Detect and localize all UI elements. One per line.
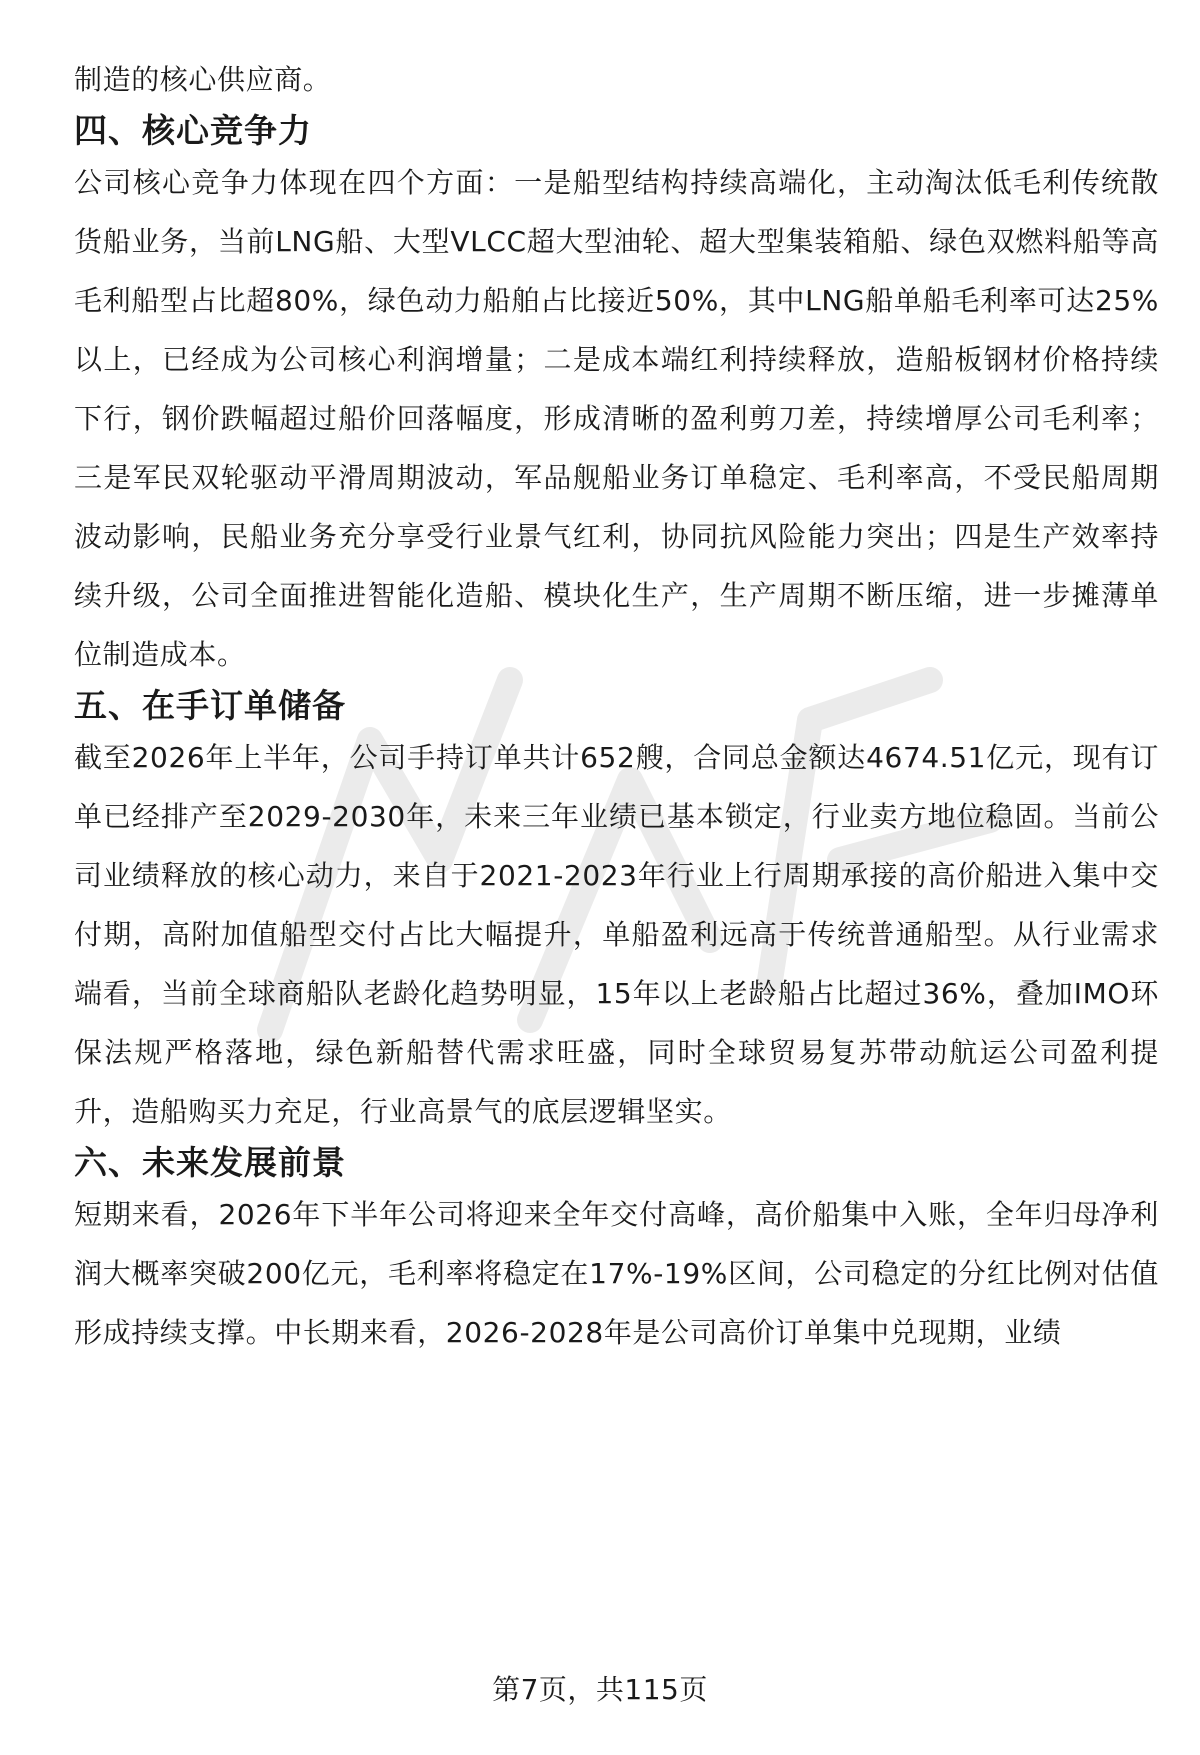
section-heading-outlook: 六、未来发展前景: [74, 1143, 346, 1182]
section-heading-orders: 五、在手订单储备: [74, 686, 346, 725]
paragraph-outlook: 短期来看，2026年下半年公司将迎来全年交付高峰，高价船集中入账，全年归母净利润大概率突破200亿元，毛利率将稳定在17%-19%区间，公司稳定的分红比例对估值形成持续支撑。中长期来看，2026-2028年是公司高价订单集中兑现期，业绩: [74, 1198, 1159, 1349]
document-body: [74, 50, 1159, 1362]
paragraph-orders: 截至2026年上半年，公司手持订单共计652艘，合同总金额达4674.51亿元，现有订单已经排产至2029-2030年，未来三年业绩已基本锁定，行业卖方地位稳固。当前公司业绩释放的核心动力，来自于2021-2023年行业上行周期承接的高价船进入集中交付期，高附加值船型交付占比大幅提升，单船盈利远高于传统普通船型。从行业需求端看，当前全球商船队老龄化趋势明显，15年以上老龄船占比超过36%，叠加IMO环保法规严格落地，绿色新船替代需求旺盛，同时全球贸易复苏带动航运公司盈利提升，造船购买力充足，行业高景气的底层逻辑坚实。: [74, 741, 1159, 1128]
section-heading-competitiveness: 四、核心竞争力: [74, 111, 312, 150]
page-number: 第7页，共115页: [492, 1673, 708, 1706]
paragraph-competitiveness: 公司核心竞争力体现在四个方面：一是船型结构持续高端化，主动淘汰低毛利传统散货船业务，当前LNG船、大型VLCC超大型油轮、超大型集装箱船、绿色双燃料船等高毛利船型占比超80%，绿色动力船舶占比接近50%，其中LNG船单船毛利率可达25%以上，已经成为公司核心利润增量；二是成本端红利持续释放，造船板钢材价格持续下行，钢价跌幅超过船价回落幅度，形成清晰的盈利剪刀差，持续增厚公司毛利率；三是军民双轮驱动平滑周期波动，军品舰船业务订单稳定、毛利率高，不受民船周期波动影响，民船业务充分享受行业景气红利，协同抗风险能力突出；四是生产效率持续升级，公司全面推进智能化造船、模块化生产，生产周期不断压缩，进一步摊薄单位制造成本。: [74, 166, 1159, 671]
lead-paragraph: 制造的核心供应商。: [74, 63, 332, 96]
